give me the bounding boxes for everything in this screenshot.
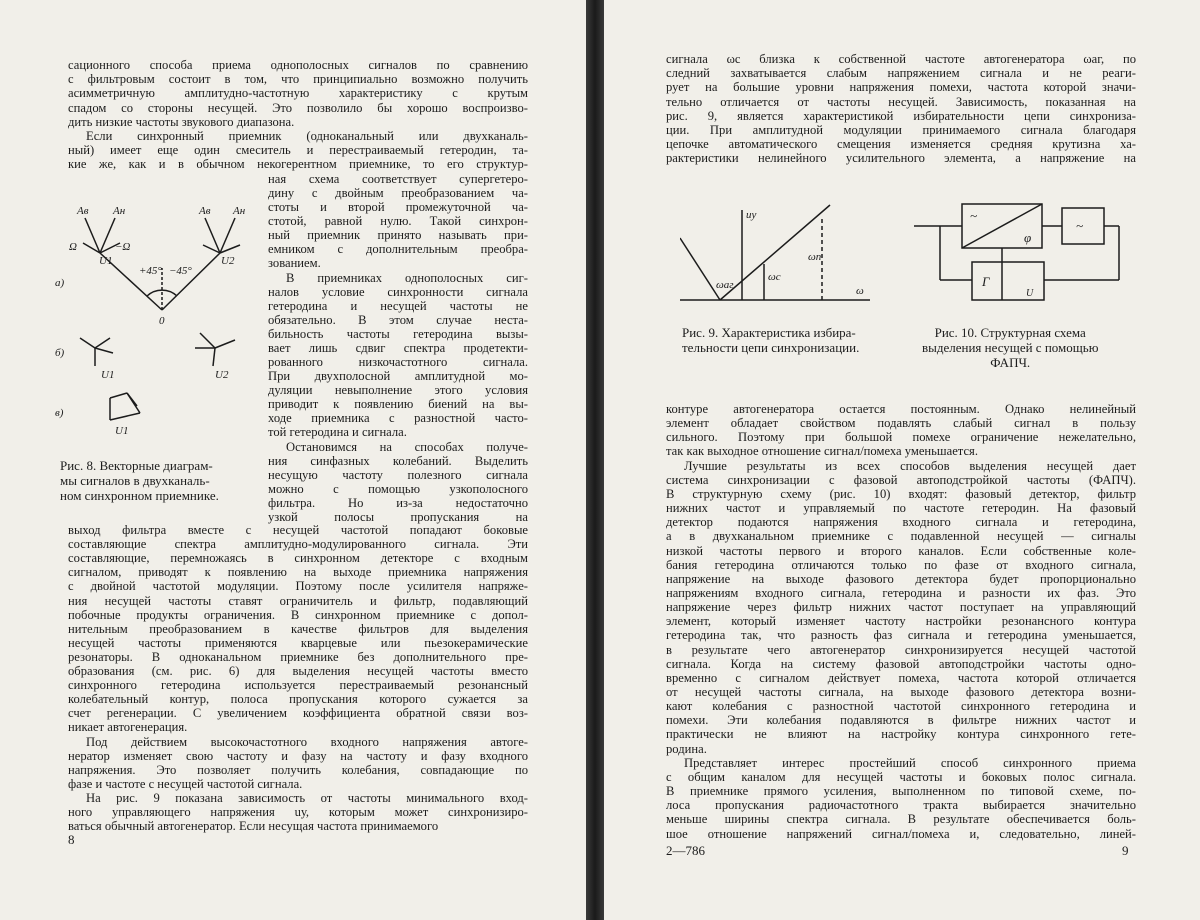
figure-8-caption: Рис. 8. Векторные диаграм- мы сигналов в двухканаль- ном синхронном приемнике. — [60, 458, 219, 503]
text-line: выход фильтра вместе с несущей частотой попадают боковые — [68, 523, 528, 537]
text-line: кие же, как и в обычном некогерентном приемнике, то его структур- — [68, 157, 528, 172]
text-line: дину с двойным преобразованием ча- — [268, 186, 528, 201]
text-line: напряжение на выходе фазового детектора будет пропорционально — [666, 571, 1136, 586]
text-line: так как выходное отношение сигнал/помеха уменьшается. — [666, 444, 978, 459]
svg-text:U1: U1 — [115, 425, 129, 437]
text-line: напряжение через фильтр нижних частот поступает на управляющий — [666, 600, 1136, 615]
text-line: асимметричную амплитудно-частотную характеристику с крутым — [68, 86, 528, 101]
svg-text:~: ~ — [1076, 218, 1084, 233]
text-line: напряжениям входного сигнала, гетеродина и разности их фаз. Это — [666, 585, 1136, 600]
text-line: с общим каналом для несущей частоты и боковых полос сигнала. — [666, 769, 1136, 784]
svg-text:Ω: Ω — [69, 241, 77, 253]
svg-text:U2: U2 — [215, 369, 229, 381]
page-number-left: 8 — [68, 832, 75, 847]
text-line: В приемниках однополосных сиг- — [286, 270, 528, 285]
svg-text:U1: U1 — [101, 369, 115, 381]
svg-text:Aн: Aн — [233, 205, 246, 217]
text-line: налов условие синхронности сигнала — [268, 284, 528, 299]
svg-text:Г: Г — [982, 274, 990, 289]
text-line: фильтра. Но из-за недостаточно — [268, 495, 528, 510]
svg-text:U2: U2 — [221, 255, 235, 267]
text-line: стоты и второй промежуточной ча- — [268, 200, 528, 215]
svg-text:0: 0 — [159, 315, 165, 327]
text-line: приводит к появлению биений на вы- — [268, 397, 528, 412]
text-line: емником с дополнительным преобра- — [268, 242, 528, 257]
text-line: На рис. 9 показана зависимость от частоты минимального вход- — [86, 790, 528, 805]
svg-text:~: ~ — [970, 208, 978, 223]
text-line: напряжения. Это позволяет получить колебания, совпадающие по — [68, 762, 528, 777]
text-line: В приемнике прямого усиления, выполненном по типовой схеме, по- — [666, 784, 1136, 799]
text-line: следний захватывается слабым напряжением сигнала и не реаги- — [666, 66, 1136, 81]
text-line: побочные продукты ограничения. В синхронном приемнике с допол- — [68, 607, 528, 622]
text-line: колебательный контур, полоса пропускания которого сужается за — [68, 692, 528, 707]
text-line: той гетеродина и сигнала. — [268, 425, 407, 440]
text-line: от несущей частоты сигнала, на выходе фазового детектора возни- — [666, 685, 1136, 699]
text-line: шое отношение напряжений сигнал/помеха и, следовательно, линей- — [666, 826, 1136, 841]
text-line: синхронного гетеродина используется перестраиваемый резонансный — [68, 678, 528, 693]
text-line: с фильтровым состоит в том, что принципиально возможно получить — [68, 72, 528, 87]
svg-text:ω: ω — [856, 285, 864, 297]
text-line: Представляет интерес простейший способ синхронного приема — [684, 755, 1136, 770]
text-line: ходе приемника с разностной часто- — [268, 411, 528, 426]
text-line: контуре автогенератора остается постоянным. Однако нелинейный — [666, 402, 1136, 416]
text-line: Под действием высокочастотного входного напряжения автоге- — [86, 734, 528, 749]
book-gutter — [586, 0, 604, 920]
text-line: детектор подаются напряжения входного сигнала и гетеродина, — [666, 515, 1136, 530]
text-line: рактеристики нелинейного усилительного элемента, а напряжение на — [666, 151, 1136, 166]
text-line: временно с сигналом действует помеха, частота которой отличается — [666, 670, 1136, 685]
figure-10-pll-block-diagram — [914, 198, 1134, 318]
text-line: рует на большие уровни напряжения помехи, частота которой значи- — [666, 80, 1136, 95]
text-line: несущую частоту полезного сигнала — [268, 467, 528, 482]
figure-8-vector-diagrams — [55, 188, 270, 448]
text-line: сигналом, приводят к появлению на выходе приемника напряжения — [68, 565, 528, 580]
text-line: стотой, равной нулю. Такой синхрон- — [268, 214, 528, 229]
text-line: обязательно. В этом случае неста- — [268, 312, 528, 327]
svg-text:ωс: ωс — [768, 271, 781, 283]
text-line: нижних частот и управляемый по частоте гетеродин. На фазовый — [666, 501, 1136, 516]
figure-10-caption: Рис. 10. Структурная схема выделения несущей с помощью ФАПЧ. — [922, 325, 1099, 370]
text-line: бания гетеродина отличаются только по фазе от входного сигнала, — [666, 557, 1136, 572]
svg-text:Aв: Aв — [199, 205, 211, 217]
text-line: составляющие спектра амплитудно-модулированного сигнала. Эти — [68, 537, 528, 552]
text-line: лоса пропускания радиочастотного тракта выбирается значительно — [666, 798, 1136, 813]
text-line: ный) имеет еще один смеситель и перестраиваемый гетеродин, та- — [68, 143, 528, 158]
svg-text:ωп: ωп — [808, 251, 822, 263]
svg-text:φ: φ — [1024, 230, 1032, 245]
text-line: несущей частоты применяются кварцевые или пьезокерамические — [68, 635, 528, 650]
text-line: в результате чего автогенератор синхронизируется несущей частотой — [666, 642, 1136, 657]
right-page — [604, 0, 1200, 920]
text-line: рис. 9, является характеристикой избирательности цепи синхрониза- — [666, 108, 1136, 123]
text-line: можно с помощью узкополосного — [268, 481, 528, 496]
text-line: никает автогенерация. — [68, 720, 188, 735]
svg-text:Aв: Aв — [77, 205, 89, 217]
svg-text:+45°: +45° — [139, 265, 162, 277]
text-line: бильность частоты гетеродина вызы- — [268, 326, 528, 341]
text-line: ного управляющего напряжения uу, которым может синхронизиро- — [68, 805, 528, 819]
text-line: нератор изменяет свою частоту и фазу на частоту и фазу входного — [68, 748, 528, 763]
text-line: В структурную схему (рис. 10) входят: фазовый детектор, фильтр — [666, 486, 1136, 501]
svg-text:−Ω: −Ω — [115, 241, 131, 253]
text-line: элемент обладает свойством подавлять слабый сигнал в пользу — [666, 416, 1136, 431]
left-page — [0, 0, 586, 920]
svg-text:−45°: −45° — [169, 265, 192, 277]
text-line: сигнала. Когда на систему фазовой автоподстройки частоты одно- — [666, 656, 1136, 671]
text-line: кают колебания с разностной частотой синхронного гетеродина и — [666, 699, 1136, 714]
text-line: вает лишь сдвиг спектра продетекти- — [268, 340, 528, 355]
text-line: сационного способа приема однополосных сигналов по сравнению — [68, 58, 528, 72]
text-line: дить низкие частоты звукового диапазона. — [68, 114, 295, 129]
text-line: ции. При амплитудной модуляции принимаемого сигнала благодаря — [666, 123, 1136, 137]
text-line: сильного. Поэтому при большой помехе ограничение нежелательно, — [666, 430, 1136, 445]
text-line: При двухполосной амплитудной мо- — [268, 369, 528, 384]
text-line: счет регенерации. С увеличением коэффициента обратной связи воз- — [68, 706, 528, 721]
text-line: практически не влияют на настройку контура синхронного гете- — [666, 727, 1136, 742]
text-line: низкой частоты первого и второго каналов. Если собственные коле- — [666, 543, 1136, 558]
text-line: сигнала ωс близка к собственной частоте автогенератора ωаг, по — [666, 52, 1136, 66]
text-line: родина. — [666, 741, 707, 756]
figure-9-caption: Рис. 9. Характеристика избира- тельности цепи синхронизации. — [682, 325, 860, 355]
text-line: резонаторы. В одноканальном приемнике без дополнительного пре- — [68, 649, 528, 664]
text-line: а в двухканальном приемнике с подавленной несущей — сигналы — [666, 529, 1136, 544]
signature-mark: 2—786 — [666, 843, 705, 858]
text-line: ния синфазных колебаний. Выделить — [268, 453, 528, 468]
text-line: спадом со стороны несущей. Это позволило бы хорошо воспроизво- — [68, 100, 528, 115]
text-line: нительным преобразованием в качестве фильтров для выделения — [68, 621, 528, 636]
figure-9-selectivity-chart — [680, 200, 880, 312]
svg-text:а): а) — [55, 277, 65, 289]
text-line: система синхронизации с фазовой автоподстройкой частоты (ФАПЧ). — [666, 472, 1136, 487]
text-line: составляющие, перемножаясь в синхронном детекторе с входным — [68, 551, 528, 566]
text-line: элемент, который изменяет частоту настройки резонансного контура — [666, 614, 1136, 629]
page-number-right: 9 — [1122, 843, 1129, 858]
text-line: цепочке автоматического смещения изменяется средняя крутизна ха- — [666, 137, 1136, 152]
text-line: ваться обычный автогенератор. Если несущая частота принимаемого — [68, 819, 439, 834]
text-line: образования (см. рис. 6) для выделения несущей частоты вместо — [68, 664, 528, 678]
text-line: фазе и частоте с несущей частотой сигнала. — [68, 776, 303, 791]
svg-text:uу: uу — [746, 209, 757, 221]
text-line: ный приемник принято называть при- — [268, 228, 528, 243]
text-line: гетеродина и несущей частоты не — [268, 298, 528, 313]
svg-text:б): б) — [55, 347, 65, 359]
text-line: узкой полосы пропускания на — [268, 509, 528, 524]
text-line: рованного низкочастотного сигнала. — [268, 355, 528, 370]
svg-text:Aн: Aн — [113, 205, 126, 217]
text-line: с двойной частотой модуляции. Поэтому после усилителя напряже- — [68, 579, 528, 594]
text-line: дуляции невыполнение этого условия — [268, 383, 528, 398]
text-line: Остановимся на способах получе- — [286, 439, 528, 454]
text-line: Лучшие результаты из всех способов выделения несущей дает — [684, 458, 1136, 473]
svg-text:в): в) — [55, 407, 64, 419]
text-line: меньше ширины спектра сигнала. В результате обеспечивается боль- — [666, 812, 1136, 827]
svg-text:U: U — [1026, 288, 1034, 299]
svg-text:U1: U1 — [99, 255, 113, 267]
text-line: помехи. Эти колебания подавляются в фильтре нижних частот и — [666, 713, 1136, 728]
text-line: тельно отличается от частоты несущей. Зависимость, показанная на — [666, 94, 1136, 109]
text-line: ния несущей частоты ставят ограничитель и фильтр, подавляющий — [68, 593, 528, 608]
text-line: зованием. — [268, 256, 321, 271]
text-line: ная схема соответствует супергетеро- — [268, 172, 528, 186]
text-line: гетеродина так, что разность фаз сигнала и гетеродина уменьшается, — [666, 628, 1136, 643]
text-line: Если синхронный приемник (одноканальный или двухканаль- — [86, 129, 528, 143]
svg-text:ωаг: ωаг — [716, 279, 734, 291]
